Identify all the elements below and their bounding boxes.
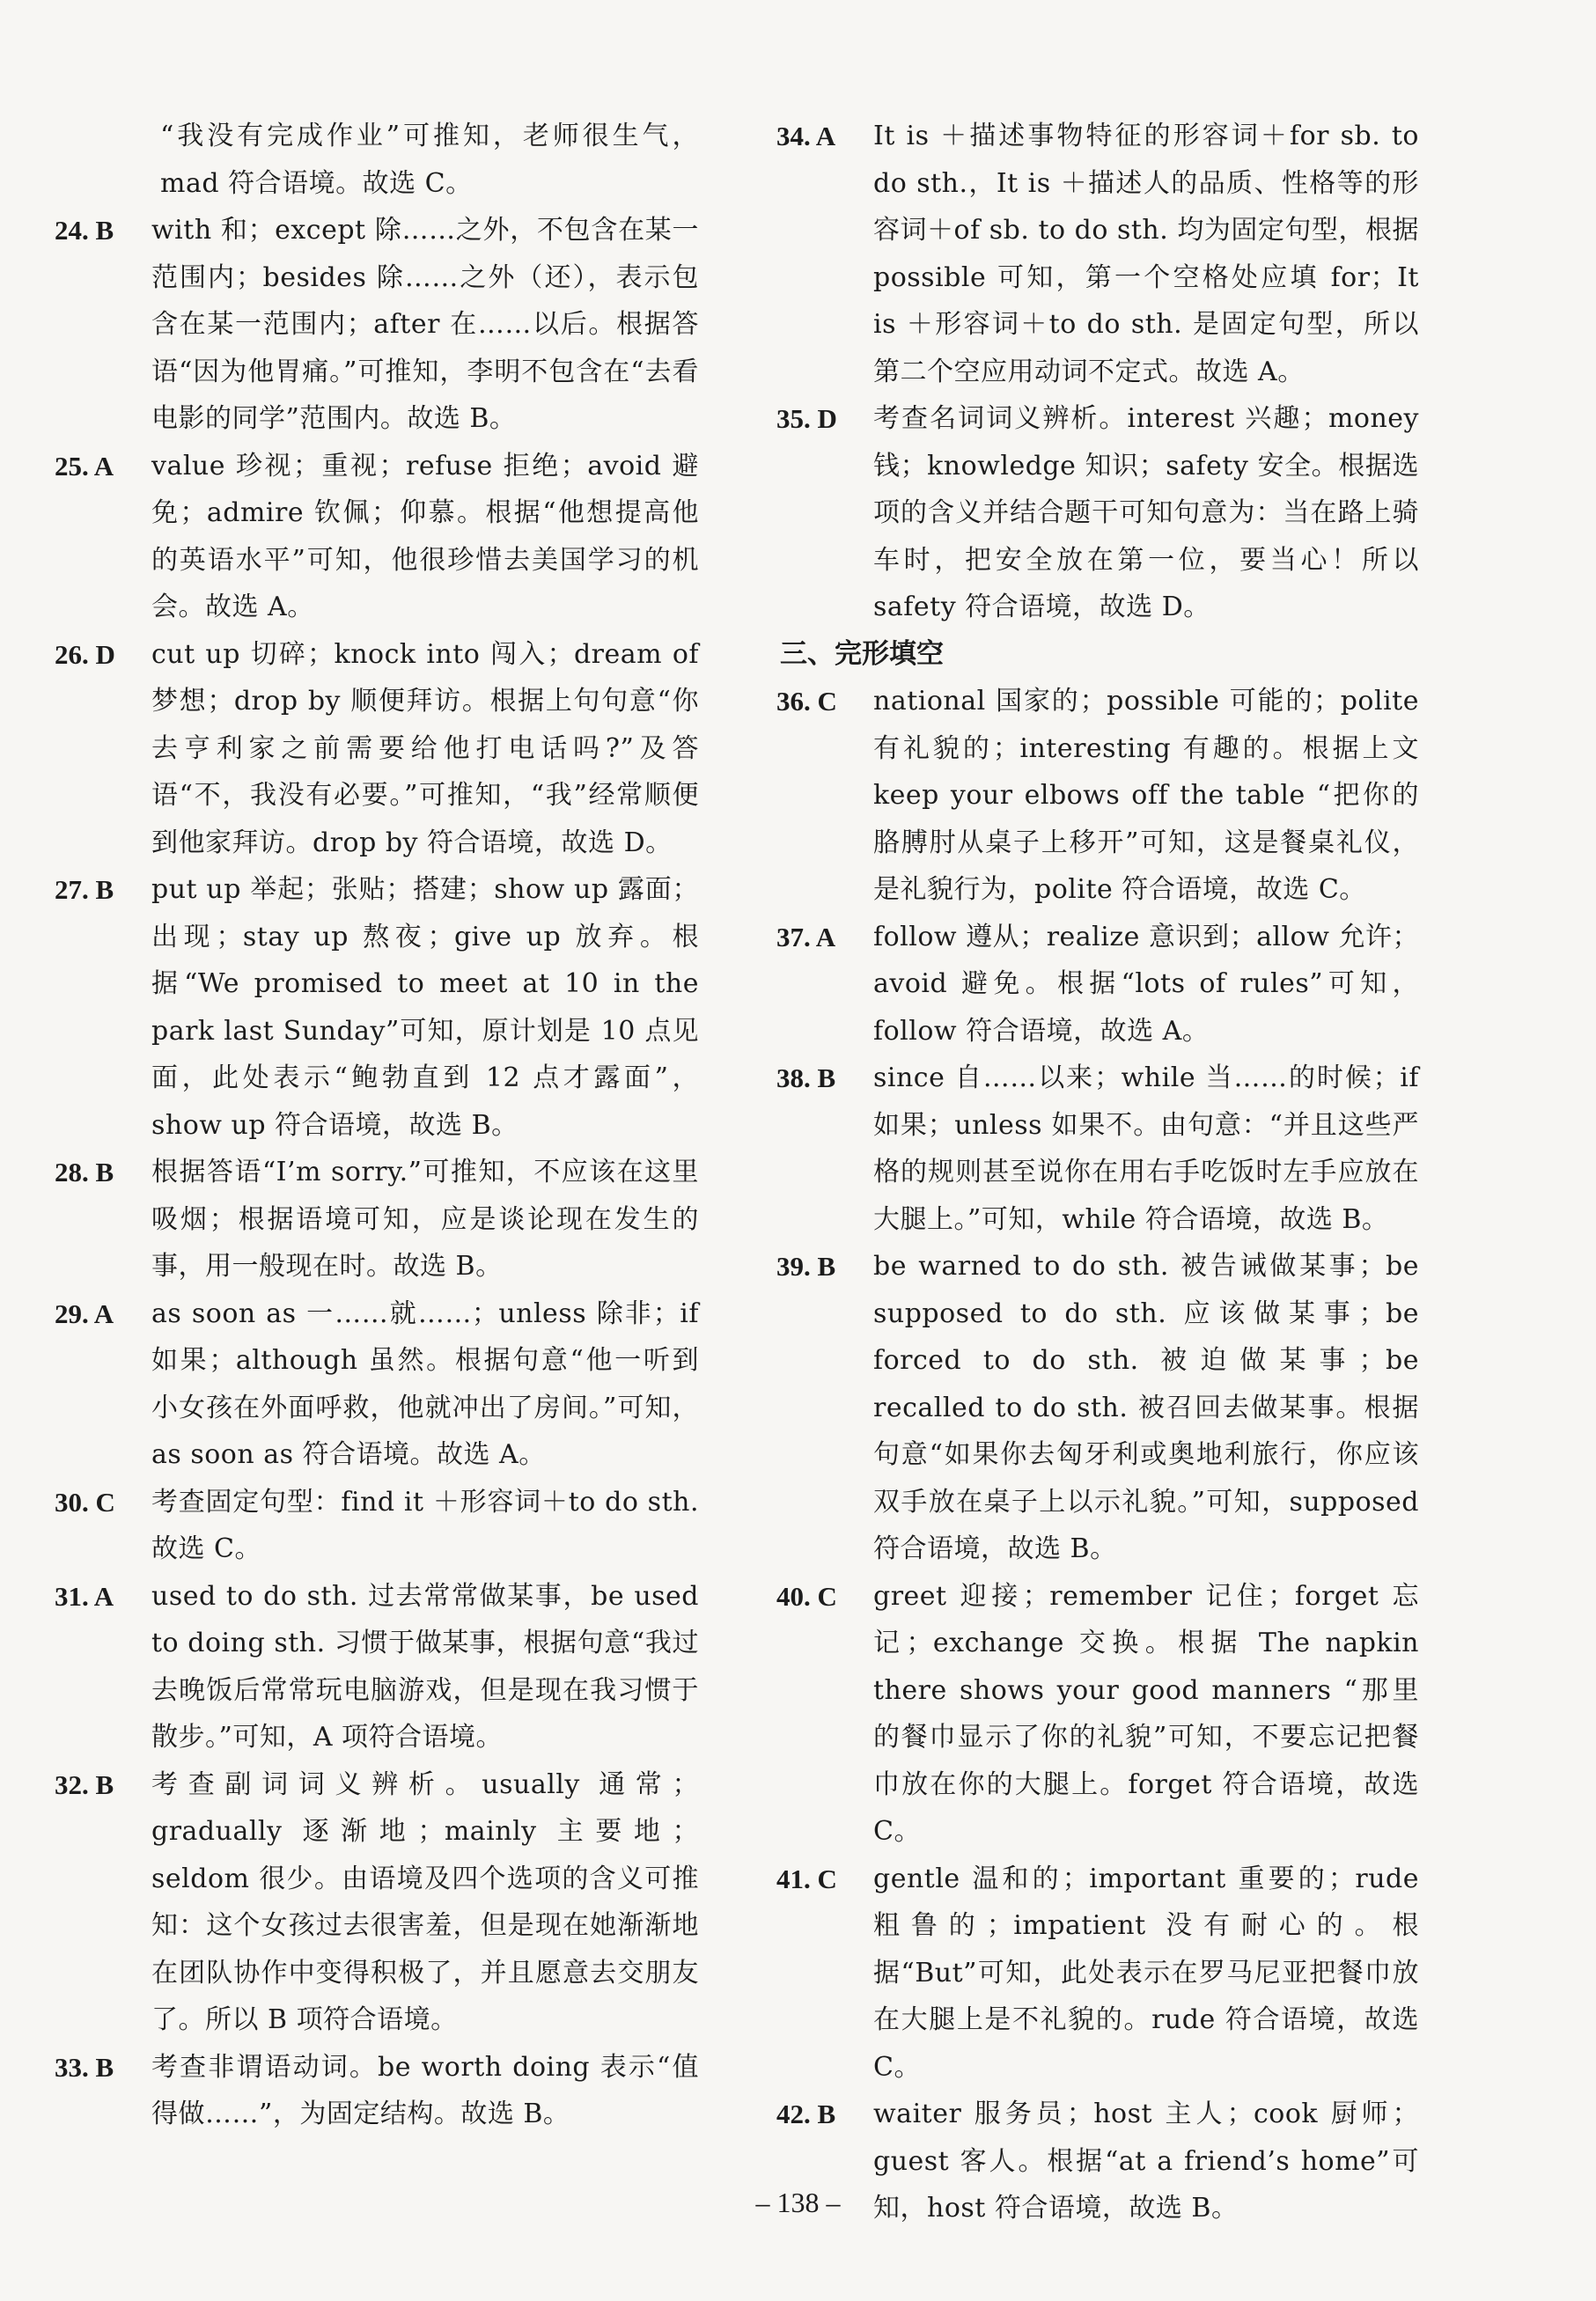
answer-number: 42. B (776, 2099, 836, 2129)
answer-number: 28. B (55, 1157, 114, 1187)
answer-explanation: waiter 服务员；host 主人；cook 厨师；guest 客人。根据“at a friend’s home”可知，host 符合语境，故选 B。 (873, 2099, 1419, 2224)
answer-number: 39. B (776, 1251, 836, 1282)
answer-number: 35. D (776, 403, 837, 434)
page-number: – 138 – (755, 2187, 841, 2218)
answer-explanation: 考查固定句型：find it ＋形容词＋to do sth. 故选 C。 (151, 1486, 699, 1564)
section-title-cloze: 三、完形填空 (780, 637, 944, 670)
answer-item-36 (776, 678, 1419, 914)
answer-item-32 (55, 1761, 699, 2044)
answer-item-24 (55, 207, 699, 443)
answer-number: 33. B (55, 2051, 114, 2083)
continuation-body: “我没有完成作业”可推知，老师很生气，mad 符合语境。故选 C。 (160, 121, 699, 199)
continuation-text (55, 113, 699, 207)
answer-number: 31. A (55, 1580, 114, 1612)
answer-number: 25. A (55, 450, 114, 482)
answer-number: 34. A (776, 121, 836, 151)
answer-item-35 (776, 395, 1419, 631)
answer-item-31 (55, 1573, 699, 1761)
answer-item-26 (55, 631, 699, 867)
answer-number: 29. A (55, 1298, 114, 1329)
answer-number: 32. B (55, 1768, 114, 1800)
answer-item-27 (55, 866, 699, 1149)
answer-explanation: with 和；except 除……之外，不包含在某一范围内；besides 除……之外（还），表示包含在某一范围内；after 在……以后。根据答语“因为他胃痛。”可推知，李明不包含在“去看电影的同学”范围内。故选 B。 (151, 215, 699, 434)
answer-item-29 (55, 1290, 699, 1479)
answer-item-34 (776, 113, 1419, 395)
answer-number: 26. D (55, 638, 115, 670)
answer-explanation: follow 遵从；realize 意识到；allow 允许；avoid 避免。根据“lots of rules”可知，follow 符合语境，故选 A。 (873, 921, 1419, 1047)
answer-number: 27. B (55, 874, 114, 905)
answer-explanation: as soon as 一……就……；unless 除非；if 如果；although 虽然。根据句意“他一听到小女孩在外面呼救，他就冲出了房间。”可知，as soon as 符合语境。故选 A。 (151, 1298, 699, 1470)
answer-explanation: used to do sth. 过去常常做某事，be used to doing sth. 习惯于做某事，根据句意“我过去晚饭后常常玩电脑游戏，但是现在我习惯于散步。”可知，A 项符合语境。 (151, 1580, 699, 1753)
answer-number: 40. C (776, 1580, 837, 1612)
answer-item-41 (776, 1856, 1419, 2091)
answer-explanation: cut up 切碎；knock into 闯入；dream of 梦想；drop by 顺便拜访。根据上句句意“你去亨利家之前需要给他打电话吗?”及答语“不，我没有必要。”可推知，“我”经常顺便到他家拜访。drop by 符合语境，故选 D。 (151, 638, 699, 858)
answer-number: 38. B (776, 1062, 836, 1093)
right-column (776, 113, 1419, 2232)
answer-number: 41. C (776, 1863, 837, 1894)
answer-number: 36. C (776, 686, 837, 717)
answer-item-33 (55, 2044, 699, 2138)
answer-explanation: value 珍视；重视；refuse 拒绝；avoid 避免；admire 钦佩；仰慕。根据“他想提高他的英语水平”可知，他很珍惜去美国学习的机会。故选 A。 (151, 450, 699, 622)
left-column (55, 113, 699, 2138)
answer-explanation: It is ＋描述事物特征的形容词＋for sb. to do sth.，It is ＋描述人的品质、性格等的形容词＋of sb. to do sth. 均为固定句型，根据 possible 可知，第一个空格处应填 for；It is ＋形容词＋to do sth. 是固定句型，所以第二个空应用动词不定式。故选 A。 (873, 121, 1419, 387)
answer-item-28 (55, 1149, 699, 1290)
answer-item-39 (776, 1243, 1419, 1573)
answer-explanation: 考查名词词义辨析。interest 兴趣；money 钱；knowledge 知识；safety 安全。根据选项的含义并结合题干可知句意为：当在路上骑车时，把安全放在第一位，要当心！所以 safety 符合语境，故选 D。 (873, 403, 1419, 622)
answer-item-38 (776, 1055, 1419, 1243)
answer-number: 37. A (776, 921, 836, 952)
answer-explanation: 考查非谓语动词。be worth doing 表示“值得做……”，为固定结构。故选 B。 (151, 2051, 699, 2129)
answer-explanation: since 自……以来；while 当……的时候；if 如果；unless 如果不。由句意：“并且这些严格的规则甚至说你在用右手吃饭时左手应放在大腿上。”可知，while 符合语境，故选 B。 (873, 1062, 1419, 1235)
answer-explanation: gentle 温和的；important 重要的；rude 粗鲁的；impatient 没有耐心的。根据“But”可知，此处表示在罗马尼亚把餐巾放在大腿上是不礼貌的。rude 符合语境，故选 C。 (873, 1863, 1419, 2083)
answer-explanation: national 国家的；possible 可能的；polite 有礼貌的；interesting 有趣的。根据上文 keep your elbows off the table “把你的胳膊肘从桌子上移开”可知，这是餐桌礼仪，是礼貌行为，polite 符合语境，故选 C。 (873, 686, 1419, 905)
answer-item-30 (55, 1479, 699, 1573)
answer-explanation: be warned to do sth. 被告诫做某事；be supposed to do sth. 应该做某事；be forced to do sth. 被迫做某事；be recalled to do sth. 被召回去做某事。根据句意“如果你去匈牙利或奥地利旅行，你应该双手放在桌子上以示礼貌。”可知，supposed 符合语境，故选 B。 (873, 1251, 1419, 1564)
answer-explanation: 考查副词词义辨析。usually 通常；gradually 逐渐地；mainly 主要地；seldom 很少。由语境及四个选项的含义可推知：这个女孩过去很害羞，但是现在她渐渐地在团队协作中变得积极了，并且愿意去交朋友了。所以 B 项符合语境。 (151, 1768, 699, 2035)
answer-explanation: put up 举起；张贴；搭建；show up 露面；出现；stay up 熬夜；give up 放弃。根据“We promised to meet at 10 in the park last Sunday”可知，原计划是 10 点见面，此处表示“鲍勃直到 12 点才露面”，show up 符合语境，故选 B。 (151, 874, 699, 1141)
answer-item-37 (776, 914, 1419, 1055)
answer-number: 30. C (55, 1486, 115, 1518)
answer-number: 24. B (55, 215, 114, 246)
answer-explanation: greet 迎接；remember 记住；forget 忘记；exchange 交换。根据 The napkin there shows your good manners “那里的餐巾显示了你的礼貌”可知，不要忘记把餐巾放在你的大腿上。forget 符合语境，故选 C。 (873, 1580, 1419, 1847)
answer-item-40 (776, 1573, 1419, 1856)
answer-explanation: 根据答语“I’m sorry.”可推知，不应该在这里吸烟；根据语境可知，应是谈论现在发生的事，用一般现在时。故选 B。 (151, 1157, 699, 1282)
answer-item-25 (55, 443, 699, 631)
